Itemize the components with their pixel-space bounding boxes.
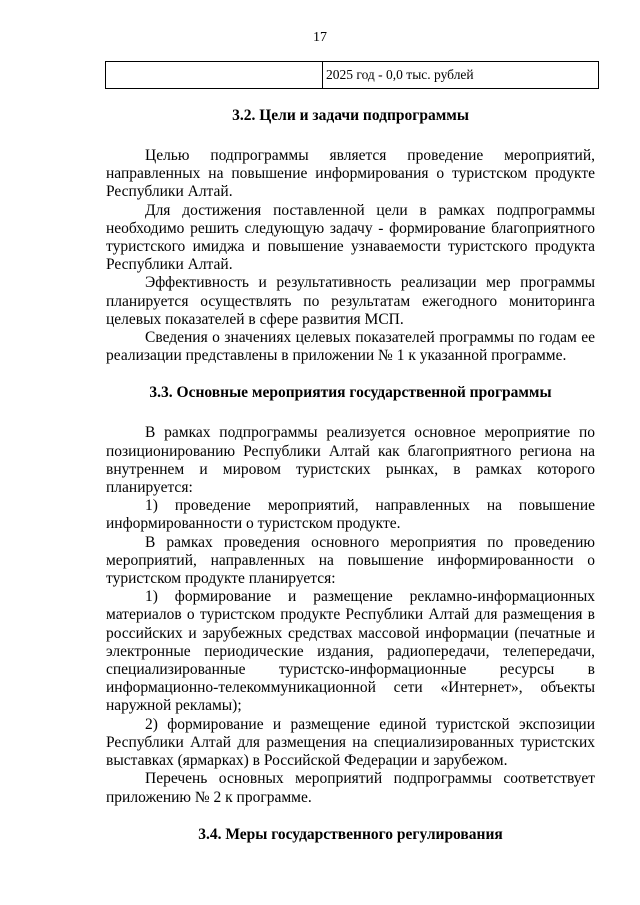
section-3-2-title: 3.2. Цели и задачи подпрограммы [232, 107, 469, 124]
table-cell-empty [106, 62, 323, 89]
page-number: 17 [313, 30, 327, 45]
paragraph: Для достижения поставленной цели в рамках подпрограммы необходимо решить следующую задачу - формирование благоприятного туристского имиджа и повышение узнаваемости туристского продукта Республики Алтай. [106, 201, 595, 274]
list-item: 1) проведение мероприятий, направленных на повышение информированности о туристском продукте. [106, 497, 595, 533]
document-body [106, 105, 595, 846]
paragraph: В рамках подпрограммы реализуется основное мероприятие по позиционированию Республики Алтай как благоприятного региона на внутреннем и мировом туристских рынках, в рамках которого планируется: [106, 424, 595, 497]
table-cell-budget-2025: 2025 год - 0,0 тыс. рублей [323, 62, 599, 89]
budget-table [105, 61, 599, 89]
paragraph: Целью подпрограммы является проведение мероприятий, направленных на повышение информирования о туристском продукте Республики Алтай. [106, 147, 595, 201]
list-item: 1) формирование и размещение рекламно-информационных материалов о туристском продукте Республики Алтай для размещения в российских и зарубежных средствах массовой информации (печатные и электронные периодические издания, радиопередачи, телепередачи, специализированные туристско-информационные ресурсы в информационно-телекоммуникационной сети «Интернет», объекты наружной рекламы); [106, 588, 595, 715]
list-item: 2) формирование и размещение единой туристской экспозиции Республики Алтай для размещения на специализированных туристских выставках (ярмарках) в Российской Федерации и зарубежом. [106, 715, 595, 770]
section-3-3-title: 3.3. Основные мероприятия государственной программы [149, 384, 552, 402]
section-3-4-title: 3.4. Меры государственного регулирования [198, 825, 503, 843]
paragraph: Сведения о значениях целевых показателей программы по годам ее реализации представлены в приложении № 1 к указанной программе. [106, 329, 595, 365]
paragraph: Перечень основных мероприятий подпрограммы соответствует приложению № 2 к программе. [106, 770, 595, 806]
paragraph: Эффективность и результативность реализации мер программы планируется осуществлять по результатам ежегодного мониторинга целевых показателей в сфере развития МСП. [106, 274, 595, 328]
table-row [106, 62, 599, 89]
paragraph: В рамках проведения основного мероприятия по проведению мероприятий, направленных на повышение информированности о туристском продукте планируется: [106, 533, 595, 588]
